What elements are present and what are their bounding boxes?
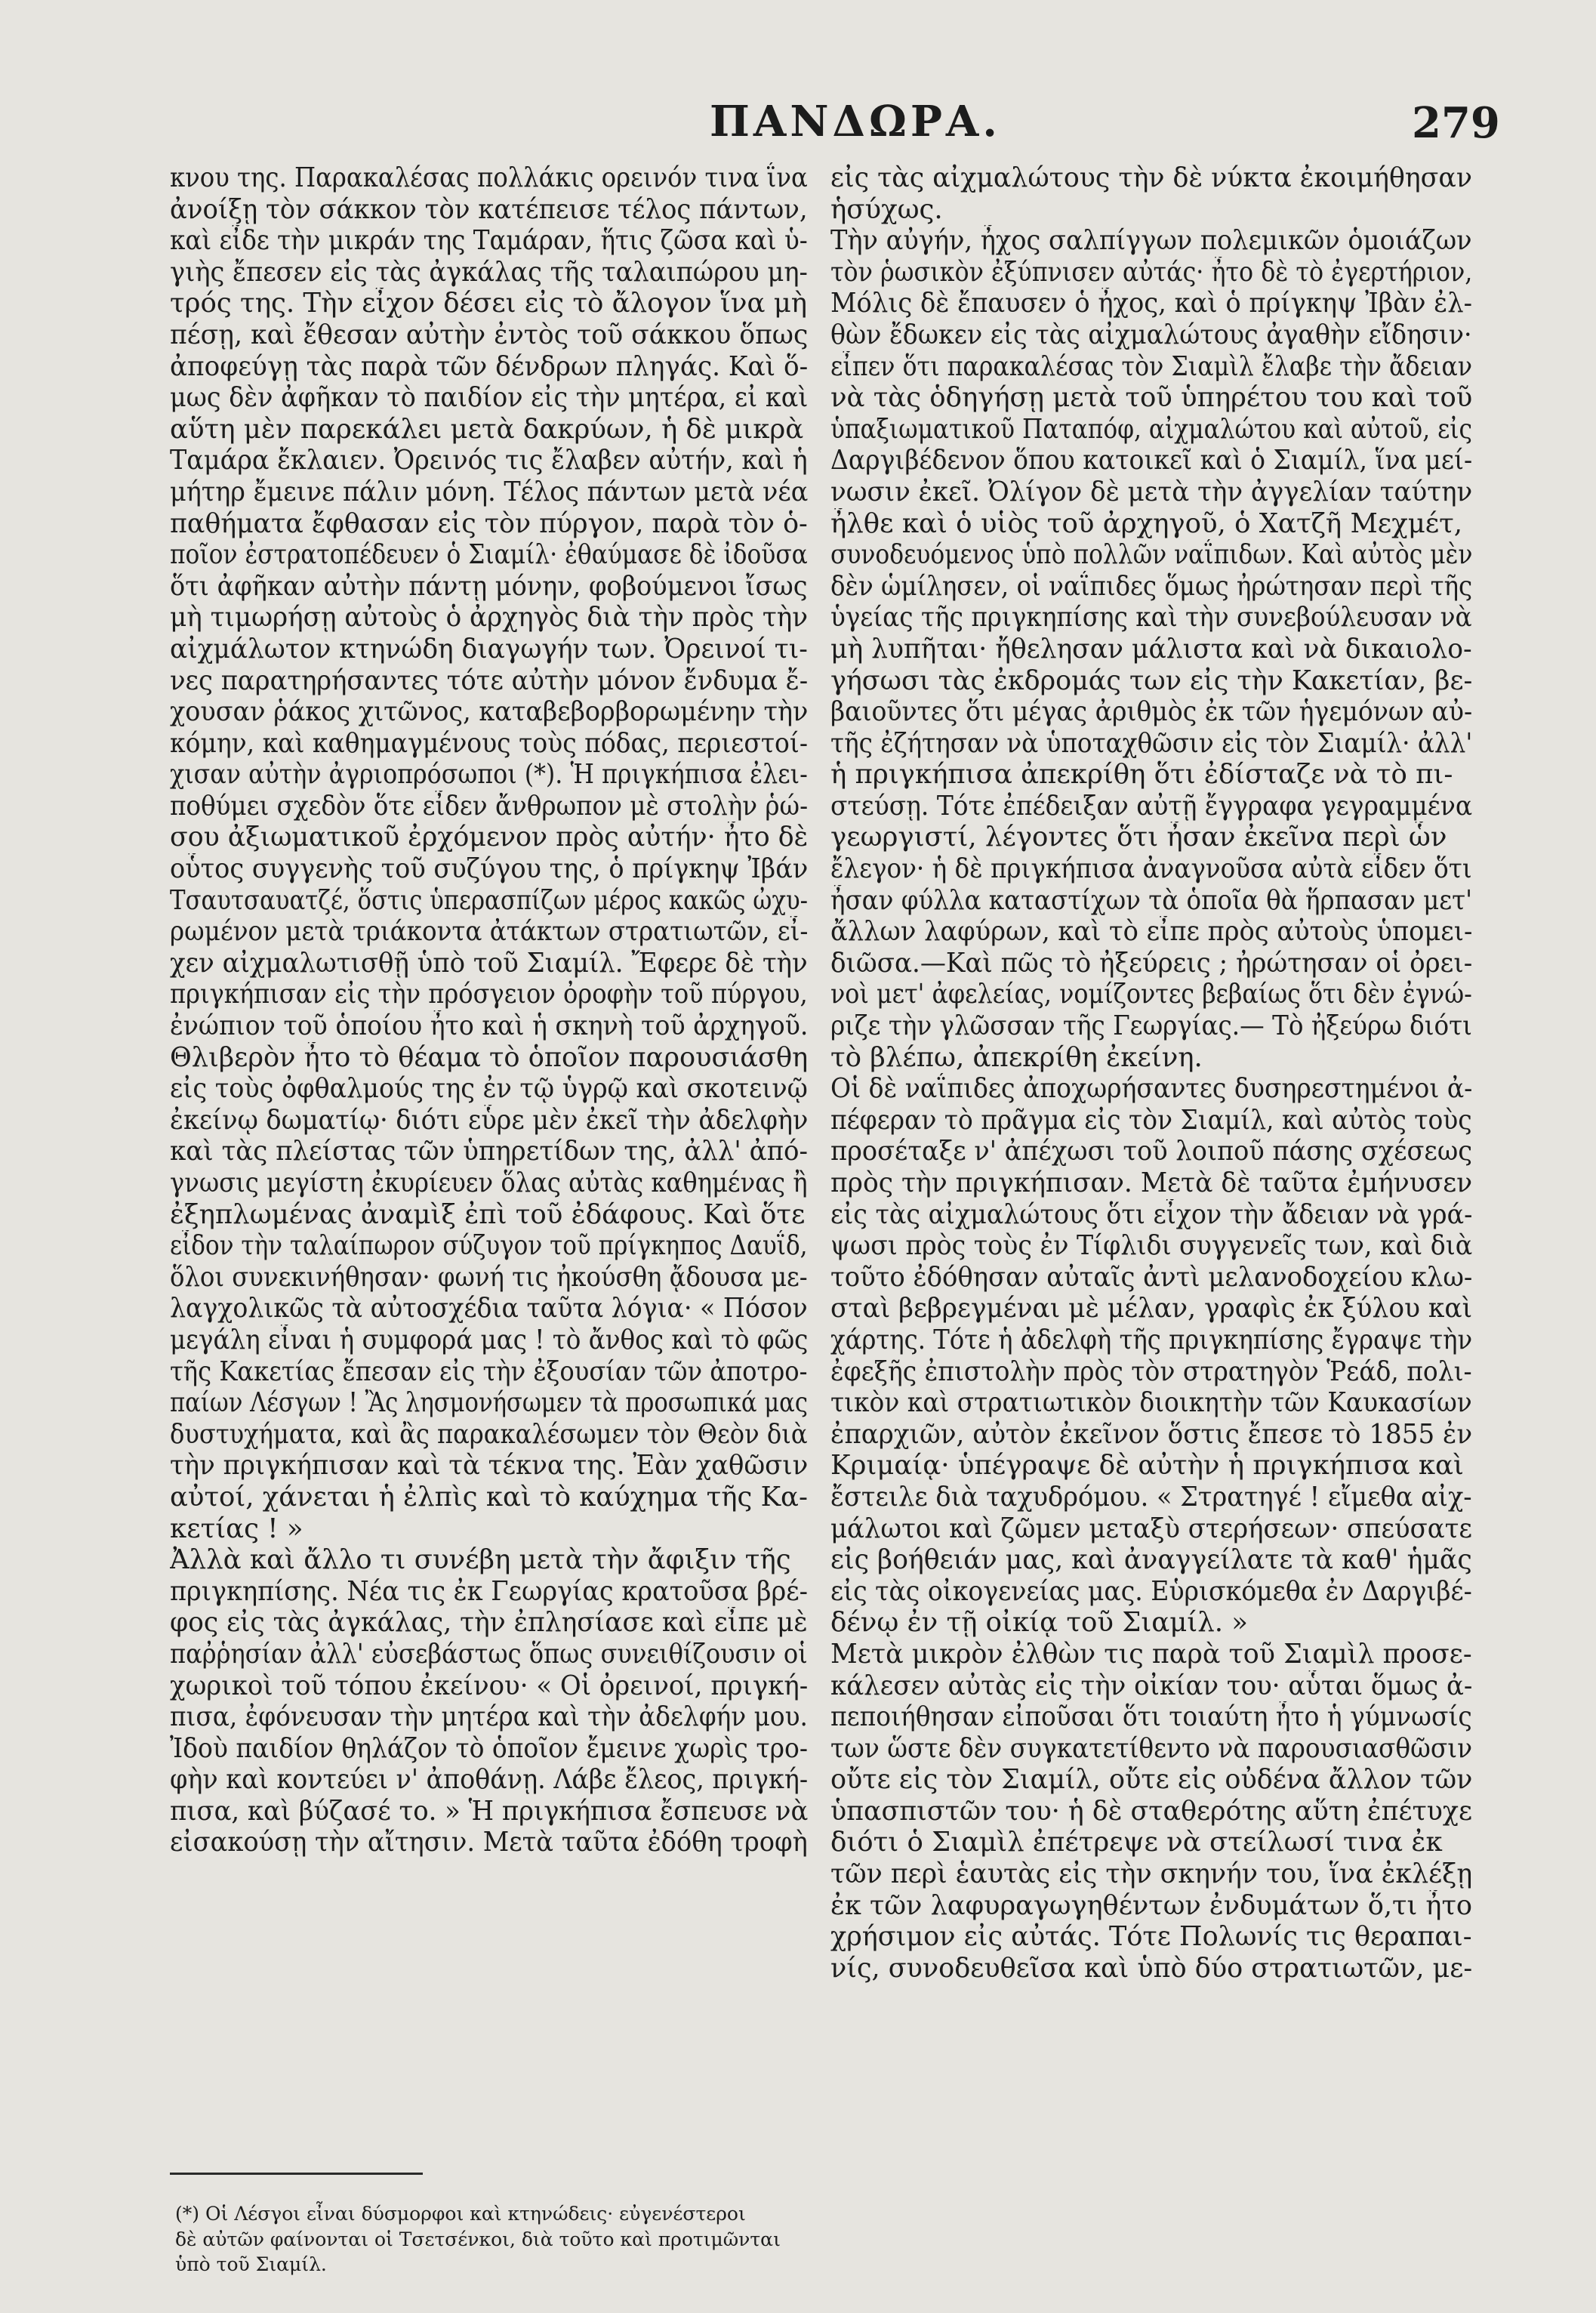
text-line: εἶδον τὴν ταλαίπωρον σύζυγον τοῦ πρίγκηπος Δαυΐδ, <box>170 1230 808 1262</box>
text-line: συνοδευόμενος ὑπὸ πολλῶν ναΐπιδων. Καὶ αὐτὸς μὲν <box>830 539 1472 571</box>
text-line: τῆς Κακετίας ἔπεσαν εἰς τὴν ἐξουσίαν τῶν ἀποτρο- <box>170 1355 808 1387</box>
text-line: ἔστειλε διὰ ταχυδρόμου. « Στρατηγέ ! εἴμεθα αἰχ- <box>830 1481 1472 1513</box>
text-line: κάλεσεν αὐτὰς εἰς τὴν οἰκίαν του· αὗται ὅμως ἀ- <box>830 1670 1472 1701</box>
text-line: ἡ πριγκήπισα ἀπεκρίθη ὅτι ἐδίσταζε νὰ τὸ πι- <box>830 759 1453 791</box>
text-line: Ἀλλὰ καὶ ἄλλο τι συνέβη μετὰ τὴν ἄφιξιν τῆς <box>170 1544 791 1576</box>
text-line: ἀνοίξῃ τὸν σάκκον τὸν κατέπεισε τέλος πάντων, <box>170 193 808 225</box>
text-line: τοῦτο ἐδόθησαν αὐταῖς ἀντὶ μελανοδοχείου κλω- <box>830 1261 1472 1293</box>
text-line: ἦλθε καὶ ὁ υἱὸς τοῦ ἀρχηγοῦ, ὁ Χατζῆ Μεχμέτ, <box>830 507 1463 539</box>
text-line: νοὶ μετ' ἀφελείας, νομίζοντες βεβαίως ὅτι δὲν ἐγνώ- <box>830 979 1472 1010</box>
text-line: Τσαυτσαυατζέ, ὅστις ὑπερασπίζων μέρος κακῶς ὠχυ- <box>170 884 808 916</box>
text-line: Οἱ δὲ ναΐπιδες ἀποχωρήσαντες δυσηρεστημένοι ἀ- <box>830 1073 1472 1105</box>
text-line: Ἰδοὺ παιδίον θηλάζον τὸ ὁποῖον ἔμεινε χωρὶς τρο- <box>170 1732 808 1764</box>
text-line: ὅλοι συνεκινήθησαν· φωνή τις ἠκούσθη ᾄδουσα με- <box>170 1261 808 1293</box>
left-text-column <box>170 162 808 1858</box>
text-line: εἰς τὰς αἰχμαλώτους ὅτι εἶχον τὴν ἄδειαν νὰ γρά- <box>830 1198 1472 1230</box>
text-line: ὑγείας τῆς πριγκηπίσης καὶ τὴν συνεβούλευσαν νὰ <box>830 602 1472 634</box>
page-number: 279 <box>1412 98 1500 148</box>
text-line: εἰς τὰς οἰκογενείας μας. Εὑρισκόμεθα ἐν Δαργιβέ- <box>830 1575 1472 1607</box>
text-line: προσέταξε ν' ἀπέχωσι τοῦ λοιποῦ πάσης σχέσεως <box>830 1136 1472 1167</box>
text-line: γήσωσι τὰς ἐκδρομάς των εἰς τὴν Κακετίαν, βε- <box>830 665 1472 696</box>
text-line: Κριμαίᾳ· ὑπέγραψε δὲ αὐτὴν ἡ πριγκήπισα καὶ <box>830 1450 1464 1482</box>
text-line: ριζε τὴν γλῶσσαν τῆς Γεωργίας.— Τὸ ἠξεύρω διότι <box>830 1010 1472 1042</box>
text-line: θὼν ἔδωκεν εἰς τὰς αἰχμαλώτους ἀγαθὴν εἴδησιν· <box>830 319 1472 350</box>
text-line: τῶν περὶ ἑαυτὰς εἰς τὴν σκηνήν του, ἵνα ἐκλέξῃ <box>830 1858 1472 1890</box>
text-line: ἔλεγον· ἡ δὲ πριγκήπισα ἀναγνοῦσα αὐτὰ εἶδεν ὅτι <box>830 853 1472 885</box>
text-line: Τὴν αὐγήν, ἦχος σαλπίγγων πολεμικῶν ὁμοιάζων <box>830 225 1472 257</box>
text-line: μεγάλη εἶναι ἡ συμφορά μας ! τὸ ἄνθος καὶ τὸ φῶς <box>170 1324 808 1355</box>
text-line: τρός της. Τὴν εἶχον δέσει εἰς τὸ ἄλογον ἵνα μὴ <box>170 288 808 319</box>
text-line: σταὶ βεβρεγμέναι μὲ μέλαν, γραφὶς ἐκ ξύλου καὶ <box>830 1293 1472 1325</box>
footnote-line: ὑπὸ τοῦ Σιαμίλ. <box>175 2253 327 2275</box>
text-line: ἄλλων λαφύρων, καὶ τὸ εἶπε πρὸς αὐτοὺς ὑπομει- <box>830 916 1472 948</box>
text-line: Μόλις δὲ ἔπαυσεν ὁ ἦχος, καὶ ὁ πρίγκηψ Ἰβὰν ἐλ- <box>830 288 1472 319</box>
text-line: ὑπασπιστῶν του· ἡ δὲ σταθερότης αὕτη ἐπέτυχε <box>830 1795 1472 1827</box>
text-line: δὲν ὡμίλησεν, οἱ ναΐπιδες ὅμως ἠρώτησαν περὶ τῆς <box>830 570 1472 602</box>
text-line: λαγχολικῶς τὰ αὐτοσχέδια ταῦτα λόγια· « Πόσον <box>170 1293 808 1325</box>
text-line: οὔτε εἰς τὸν Σιαμίλ, οὔτε εἰς οὐδένα ἄλλον τῶν <box>830 1764 1472 1796</box>
text-line: των ὥστε δὲν συγκατετίθεντο νὰ παρουσιασθῶσιν <box>830 1732 1472 1764</box>
text-line: ἐκείνῳ δωματίῳ· διότι εὗρε μὲν ἐκεῖ τὴν ἀδελφὴν <box>170 1104 808 1136</box>
text-line: αὐτοί, χάνεται ἡ ἐλπὶς καὶ τὸ καύχημα τῆς Κα- <box>170 1481 808 1513</box>
text-line: παθήματα ἔφθασαν εἰς τὸν πύργον, παρὰ τὸν ὁ- <box>170 507 808 539</box>
text-line: μως δὲν ἀφῆκαν τὸ παιδίον εἰς τὴν μητέρα, εἰ καὶ <box>170 382 808 414</box>
text-line: πισα, ἐφόνευσαν τὴν μητέρα καὶ τὴν ἀδελφήν μου. <box>170 1701 808 1733</box>
text-line: νωσιν ἐκεῖ. Ὀλίγον δὲ μετὰ τὴν ἀγγελίαν ταύτην <box>830 476 1472 507</box>
text-line: πρὸς τὴν πριγκήπισαν. Μετὰ δὲ ταῦτα ἐμήνυσεν <box>830 1167 1472 1198</box>
text-line: εἰς βοήθειάν μας, καὶ ἀναγγείλατε τὰ καθ' ἡμᾶς <box>830 1544 1472 1576</box>
text-line: εἶπεν ὅτι παρακαλέσας τὸν Σιαμὶλ ἔλαβε τὴν ἄδειαν <box>830 350 1472 382</box>
text-line: γιὴς ἔπεσεν εἰς τὰς ἀγκάλας τῆς ταλαιπώρου μη- <box>170 256 808 288</box>
text-line: κόμην, καὶ καθημαγμένους τοὺς πόδας, περιεστοί- <box>170 727 808 759</box>
text-line: καὶ τὰς πλείστας τῶν ὑπηρετίδων της, ἀλλ' ἀπό- <box>170 1136 808 1167</box>
text-line: Θλιβερὸν ἦτο τὸ θέαμα τὸ ὁποῖον παρουσιάσθη <box>170 1041 808 1073</box>
text-line: μὴ τιμωρήσῃ αὐτοὺς ὁ ἀρχηγὸς διὰ τὴν πρὸς τὴν <box>170 602 808 634</box>
text-line: πέσῃ, καὶ ἔθεσαν αὐτὴν ἐντὸς τοῦ σάκκου ὅπως <box>170 319 808 350</box>
text-line: ἡσύχως. <box>830 193 943 225</box>
text-line: Ταμάρα ἔκλαιεν. Ὀρεινός τις ἔλαβεν αὐτήν, καὶ ἡ <box>170 445 808 476</box>
footnote-line: (*) Οἱ Λέσγοι εἶναι δύσμορφοι καὶ κτηνώδεις· εὐγενέστεροι <box>175 2203 746 2225</box>
text-line: ποῖον ἐστρατοπέδευεν ὁ Σιαμίλ· ἐθαύμασε δὲ ἰδοῦσα <box>170 539 808 571</box>
text-line: οὗτος συγγενὴς τοῦ συζύγου της, ὁ πρίγκηψ Ἰβάν <box>170 853 808 885</box>
footnote <box>175 2201 781 2278</box>
text-line: ὑπαξιωματικοῦ Παταπόφ, αἰχμαλώτου καὶ αὐτοῦ, εἰς <box>830 413 1472 445</box>
text-line: τὸ βλέπω, ἀπεκρίθη ἐκείνη. <box>830 1041 1203 1073</box>
right-text-column <box>830 162 1472 1984</box>
text-line: Μετὰ μικρὸν ἐλθὼν τις παρὰ τοῦ Σιαμὶλ προσε- <box>830 1638 1472 1670</box>
text-line: ὅτι ἀφῆκαν αὐτὴν πάντῃ μόνην, φοβούμενοι ἴσως <box>170 570 808 602</box>
text-line: γεωργιστί, λέγοντες ὅτι ἦσαν ἐκεῖνα περὶ ὧν <box>830 822 1447 853</box>
text-line: κνου της. Παρακαλέσας πολλάκις ορεινόν τινα ΐνα <box>170 162 808 193</box>
text-line: μάλωτοι καὶ ζῶμεν μεταξὺ στερήσεων· σπεύσατε <box>830 1513 1472 1544</box>
text-line: εἰς τοὺς ὀφθαλμούς της ἐν τῷ ὑγρῷ καὶ σκοτεινῷ <box>170 1073 808 1105</box>
text-line: στεύσῃ. Τότε ἐπέδειξαν αὐτῇ ἔγγραφα γεγραμμένα <box>830 790 1472 822</box>
text-line: δυστυχήματα, καὶ ἂς παρακαλέσωμεν τὸν Θεὸν διὰ <box>170 1418 808 1450</box>
text-line: Δαργιβέδενον ὅπου κατοικεῖ καὶ ὁ Σιαμίλ, ἵνα μεί- <box>830 445 1472 476</box>
text-line: τὸν ῥωσικὸν ἐξύπνισεν αὐτάς· ἦτο δὲ τὸ ἐγερτήριον, <box>830 256 1472 288</box>
text-line: διῶσα.—Καὶ πῶς τὸ ἠξεύρεις ; ἠρώτησαν οἱ ὀρει- <box>830 947 1472 979</box>
running-head-title: ΠΑΝΔΩΡΑ. <box>710 97 1001 146</box>
text-line: τῆς ἐζήτησαν νὰ ὑποταχθῶσιν εἰς τὸν Σιαμίλ· ἀλλ' <box>830 727 1472 759</box>
text-line: εἰσακούσῃ τὴν αἴτησιν. Μετὰ ταῦτα ἐδόθη τροφὴ <box>170 1827 808 1858</box>
text-line: αἰχμάλωτον κτηνώδη διαγωγήν των. Ὀρεινοί τι- <box>170 633 808 665</box>
text-line: γνωσις μεγίστη ἐκυρίευεν ὅλας αὐτὰς καθημένας ἢ <box>170 1167 808 1198</box>
text-line: χισαν αὐτὴν ἀγριοπρόσωποι (*). Ἡ πριγκήπισα ἐλει- <box>170 759 808 791</box>
text-line: χεν αἰχμαλωτισθῇ ὑπὸ τοῦ Σιαμίλ. Ἔφερε δὲ τὴν <box>170 947 808 979</box>
text-line: νες παρατηρήσαντες τότε αὐτὴν μόνον ἔνδυμα ἔ- <box>170 665 808 696</box>
text-line: νὰ τὰς ὁδηγήσῃ μετὰ τοῦ ὑπηρέτου του καὶ τοῦ <box>830 382 1472 414</box>
text-line: πέφεραν τὸ πρᾶγμα εἰς τὸν Σιαμίλ, καὶ αὐτὸς τοὺς <box>830 1104 1472 1136</box>
text-line: ἐκ τῶν λαφυραγωγηθέντων ἐνδυμάτων ὅ,τι ἦτο <box>830 1889 1472 1921</box>
text-line: χουσαν ῥάκος χιτῶνος, καταβεβορβορωμένην τὴν <box>170 696 808 728</box>
text-line: ἐνώπιον τοῦ ὁποίου ἦτο καὶ ἡ σκηνὴ τοῦ ἀρχηγοῦ. <box>170 1010 808 1042</box>
text-line: τικὸν καὶ στρατιωτικὸν διοικητὴν τῶν Καυκασίων <box>830 1387 1472 1419</box>
text-line: ἐξηπλωμένας ἀναμὶξ ἐπὶ τοῦ ἐδάφους. Καὶ ὅτε <box>170 1198 806 1230</box>
text-line: βαιοῦντες ὅτι μέγας ἀριθμὸς ἐκ τῶν ἡγεμόνων αὐ- <box>830 696 1472 728</box>
text-line: αὕτη μὲν παρεκάλει μετὰ δακρύων, ἡ δὲ μικρὰ <box>170 413 804 445</box>
footnote-rule <box>170 2173 423 2175</box>
text-line: σου ἀξιωματικοῦ ἐρχόμενον πρὸς αὐτήν· ἦτο δὲ <box>170 822 808 853</box>
text-line: μήτηρ ἔμεινε πάλιν μόνη. Τέλος πάντων μετὰ νέα <box>170 476 808 507</box>
text-line: παῤῥησίαν ἀλλ' εὐσεβάστως ὅπως συνειθίζουσιν οἱ <box>170 1638 808 1670</box>
footnote-line: δὲ αὐτῶν φαίνονται οἱ Τσετσένκοι, διὰ τοῦτο καὶ προτιμῶνται <box>175 2228 781 2250</box>
text-line: ψωσι πρὸς τοὺς ἐν Τίφλιδι συγγενεῖς των, καὶ διὰ <box>830 1230 1472 1262</box>
text-line: πισα, καὶ βύζασέ το. » Ἡ πριγκήπισα ἔσπευσε νὰ <box>170 1795 808 1827</box>
text-line: νίς, συνοδευθεῖσα καὶ ὑπὸ δύο στρατιωτῶν, με- <box>830 1952 1472 1984</box>
text-line: φὴν καὶ κοντεύει ν' ἀποθάνῃ. Λάβε ἔλεος, πριγκή- <box>170 1764 808 1796</box>
text-line: χωρικοὶ τοῦ τόπου ἐκείνου· « Οἱ ὀρεινοί, πριγκή- <box>170 1670 808 1701</box>
text-line: χρήσιμον εἰς αὐτάς. Τότε Πολωνίς τις θεραπαι- <box>830 1921 1472 1953</box>
text-line: εἰς τὰς αἰχμαλώτους τὴν δὲ νύκτα ἐκοιμήθησαν <box>830 162 1472 193</box>
text-line: ρωμένον μετὰ τριάκοντα ἀτάκτων στρατιωτῶν, εἶ- <box>170 916 808 948</box>
text-line: φος εἰς τὰς ἀγκάλας, τὴν ἐπλησίασε καὶ εἶπε μὲ <box>170 1607 808 1639</box>
text-line: καὶ εἶδε τὴν μικράν της Ταμάραν, ἥτις ζῶσα καὶ ὑ- <box>170 225 808 257</box>
text-line: ἐπαρχιῶν, αὐτὸν ἐκεῖνον ὅστις ἔπεσε τὸ 1855 ἐν <box>830 1418 1472 1450</box>
text-line: ποθύμει σχεδὸν ὅτε εἶδεν ἄνθρωπον μὲ στολὴν ῥώ- <box>170 790 808 822</box>
text-line: παίων Λέσγων ! Ἂς λησμονήσωμεν τὰ προσωπικά μας <box>170 1387 808 1419</box>
text-line: πεποιήθησαν εἰποῦσαι ὅτι τοιαύτη ἦτο ἡ γύμνωσίς <box>830 1701 1472 1733</box>
text-line: κετίας ! » <box>170 1513 303 1544</box>
text-line: ἐφεξῆς ἐπιστολὴν πρὸς τὸν στρατηγὸν Ῥεάδ, πολι- <box>830 1355 1472 1387</box>
text-line: ἀποφεύγῃ τὰς παρὰ τῶν δένδρων πληγάς. Καὶ ὅ- <box>170 350 808 382</box>
text-line: πριγκηπίσης. Νέα τις ἐκ Γεωργίας κρατοῦσα βρέ- <box>170 1575 808 1607</box>
text-line: πριγκήπισαν εἰς τὴν πρόσγειον ὀροφὴν τοῦ πύργου, <box>170 979 808 1010</box>
text-line: τὴν πριγκήπισαν καὶ τὰ τέκνα της. Ἐὰν χαθῶσιν <box>170 1450 808 1482</box>
text-line: ἦσαν φύλλα καταστίχων τὰ ὁποῖα θὰ ἥρπασαν μετ' <box>830 884 1472 916</box>
text-line: χάρτης. Τότε ἡ ἀδελφὴ τῆς πριγκηπίσης ἔγραψε τὴν <box>830 1324 1472 1355</box>
text-line: μὴ λυπῆται· ἤθελησαν μάλιστα καὶ νὰ δικαιολο- <box>830 633 1472 665</box>
text-line: διότι ὁ Σιαμὶλ ἐπέτρεψε νὰ στείλωσί τινα ἐκ <box>830 1827 1443 1858</box>
text-line: δένῳ ἐν τῇ οἰκίᾳ τοῦ Σιαμίλ. » <box>830 1607 1248 1639</box>
